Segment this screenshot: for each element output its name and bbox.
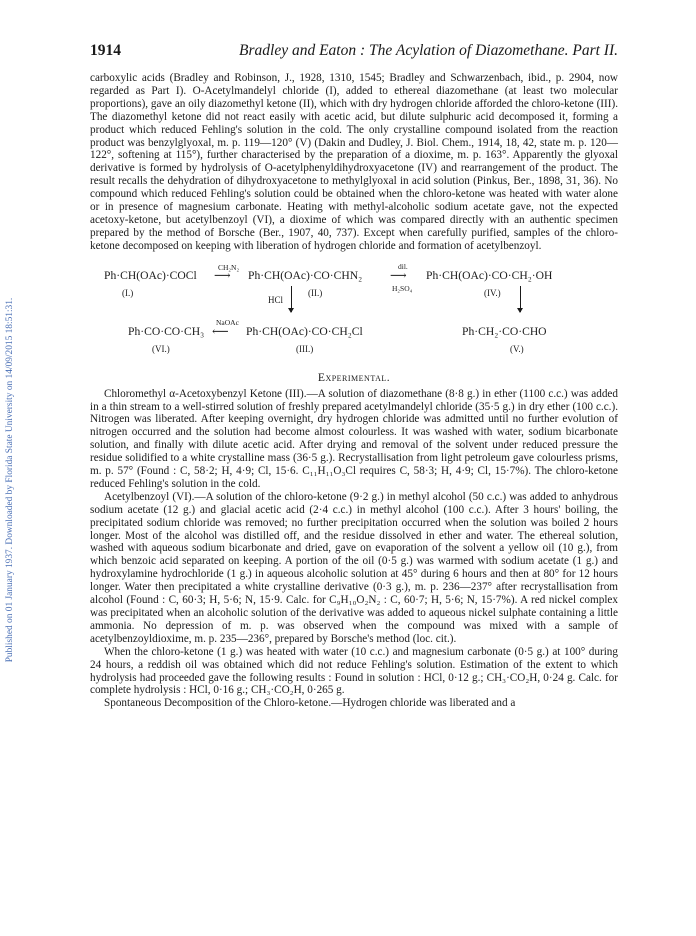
article-body: [90, 72, 618, 710]
reagent-dil: dil.: [398, 261, 408, 271]
experimental-paragraph-hydrolysis: When the chloro-ketone (1 g.) was heated with water (10 c.c.) and magnesium carbonate (0·5 g.) at 100° during 24 hours, a reddish oil was obtained which did not reduce Fehling's solution. Estimation of the extent to which hydrolysis had proceeded gave the following results : Found in solution : HCl, 0·12 g.; CH₃·CO₂H, 0·24 g. Calc. for complete hydrolysis : HCl, 0·16 g.; CH₃·CO₂H, 0·265 g.: [90, 645, 618, 697]
experimental-paragraph-chloro-ketone: Chloromethyl α-Acetoxybenzyl Ketone (III).—A solution of diazomethane (8·8 g.) in ether (1100 c.c.) was added in a thin stream to a well-stirred solution of freshly prepared acetylmandelyl chloride (35·5 g.) in dry ether (100 c.c.). Nitrogen was liberated. After keeping overnight, dry hydrogen chloride was admitted until no further evolution of nitrogen occurred and the solution had become almost colourless. It was washed with water, sodium bicarbonate solution, and finally with dilute acetic acid. After drying and removal of the solvent under reduced pressure the residue solidified to a white crystalline mass (36·5 g.). Recrystallisation from light petroleum gave colourless prisms, m. p. 57° (Found : C, 58·2; H, 4·9; Cl, 15·6. C₁₁H₁₁O₃Cl requires C, 58·3; H, 4·9; Cl, 15·7%). The chloro-ketone reduced Fehling's solution in the cold.: [90, 387, 618, 490]
compound-v: Ph·CH₂·CO·CHO: [462, 324, 547, 338]
experimental-paragraph-acetylbenzoyl: Acetylbenzoyl (VI).—A solution of the chloro-ketone (9·2 g.) in methyl alcohol (50 c.c.) was added to anhydrous sodium acetate (12 g.) and glacial acetic acid (2·4 c.c.) in methyl alcohol (100 c.c.). After 3 hours' boiling, the precipitated sodium chloride was removed; no further precipitation occurred when the solution was boiled 2 hours longer. Most of the alcohol was distilled off, and the residue dissolved in ether and water. The ethereal solution, washed with aqueous sodium bicarbonate and dried, gave on evaporation of the solvent a yellow oil (10 g.), from which benzoic acid separated on keeping. A portion of the oil (0·5 g.) was warmed with sodium acetate (1 g.) and hydroxylamine hydrochloride (1 g.) in aqueous alcoholic solution at 45° during 6 hours and then at 80° for 12 hours longer. Water then precipitated a white crystalline derivative (0·3 g.), m. p. 236—237° after recrystallisation from alcohol (Found : C, 60·3; H, 5·6; N, 15·9. Calc. for C₉H₁₀O₂N₂ : C, 60·7; H, 5·6; N, 15·7%). A red nickel complex was precipitated when an alcoholic solution of the derivative was added to aqueous nickel sulphate containing a little ammonia. No depression of m. p. was observed when the compound was mixed with a sample of acetylbenzoyldioxime, m. p. 235—236°, prepared by Borsche's method (loc. cit.).: [90, 490, 618, 645]
compound-ii-label: (II.): [308, 287, 323, 298]
arrow-iv-to-v: [520, 286, 521, 312]
compound-iii: Ph·CH(OAc)·CO·CH₂Cl: [246, 324, 363, 338]
compound-vi-label: (VI.): [152, 343, 170, 354]
compound-vi: Ph·CO·CO·CH₃: [128, 324, 205, 338]
compound-v-label: (V.): [510, 343, 524, 354]
reaction-scheme: [90, 260, 618, 364]
reagent-ch2n2: CH₂N₂: [218, 262, 240, 272]
page-header: [90, 42, 618, 60]
arrow-ii-to-iii: [291, 286, 292, 312]
section-heading-experimental: Experimental.: [317, 370, 391, 384]
intro-paragraph: carboxylic acids (Bradley and Robinson, J., 1928, 1310, 1545; Bradley and Schwarzenbach, ibid., p. 2904, now regarded as Part I). O-Acetylmandelyl chloride (I), added to ethereal diazomethane (at least two molecular proportions), gave an oily diazomethyl ketone (II), which with dry hydrogen chloride afforded the chloro-ketone (III). The diazomethyl ketone did not react easily with acetic acid, but dilute sulphuric acid decomposed it, forming a product which reduced Fehling's solution in the cold. The only crystalline compound isolated from the reaction product was benzylglyoxal, m. p. 119—120° (V) (Dakin and Dudley, J. Biol. Chem., 1914, 18, 42, state m. p. 120—122°, softening at 115°), further characterised by the preparation of a dioxime, m. p. 163°. Apparently the glyoxal derivative is formed by hydrolysis of O-acetylphenyldihydroxyacetone (IV) and rearrangement of the product. The result recalls the dehydration of dihydroxyacetone to methylglyoxal in acid solution (Pinkus, Ber., 1898, 31, 36). No compound which reduced Fehling's solution could be obtained when the chloro-ketone was heated with water alone or in presence of magnesium carbonate. Heating with methyl-alcoholic sodium acetate gave, not the expected acetoxy-ketone, but acetylbenzoyl (VI), a dioxime of which was compared directly with an authentic specimen prepared by the method of Borsche (Ber., 1907, 40, 737). Except when carefully purified, samples of the chloro-ketone decomposed on keeping with liberation of hydrogen chloride and formation of acetylbenzoyl.: [90, 72, 618, 252]
compound-iii-label: (III.): [296, 343, 314, 354]
arrow-ii-to-iv: ⟶: [390, 268, 407, 282]
arrow-i-to-ii: ⟶: [214, 268, 231, 282]
compound-iv: Ph·CH(OAc)·CO·CH₂·OH: [426, 268, 553, 282]
running-title: Bradley and Eaton : The Acylation of Diazomethane. Part II.: [239, 42, 618, 59]
page-number: 1914: [90, 42, 121, 59]
compound-ii: Ph·CH(OAc)·CO·CHN₂: [248, 268, 363, 282]
reagent-hcl: HCl: [268, 294, 284, 305]
side-note-text[interactable]: Published on 01 January 1937. Downloaded by Florida State University on 14/09/2015 18:51:31.: [5, 297, 15, 663]
experimental-paragraph-decomposition: Spontaneous Decomposition of the Chloro-ketone.—Hydrogen chloride was liberated and a: [104, 697, 516, 710]
side-download-note: [2, 120, 18, 840]
arrow-iii-to-vi: ⟵: [212, 324, 229, 338]
compound-iv-label: (IV.): [484, 287, 501, 298]
compound-i: Ph·CH(OAc)·COCl: [104, 268, 197, 282]
reagent-naoac: NaOAc: [216, 317, 239, 327]
compound-i-label: (I.): [122, 287, 134, 298]
reagent-h2so4: H₂SO₄: [392, 283, 413, 293]
